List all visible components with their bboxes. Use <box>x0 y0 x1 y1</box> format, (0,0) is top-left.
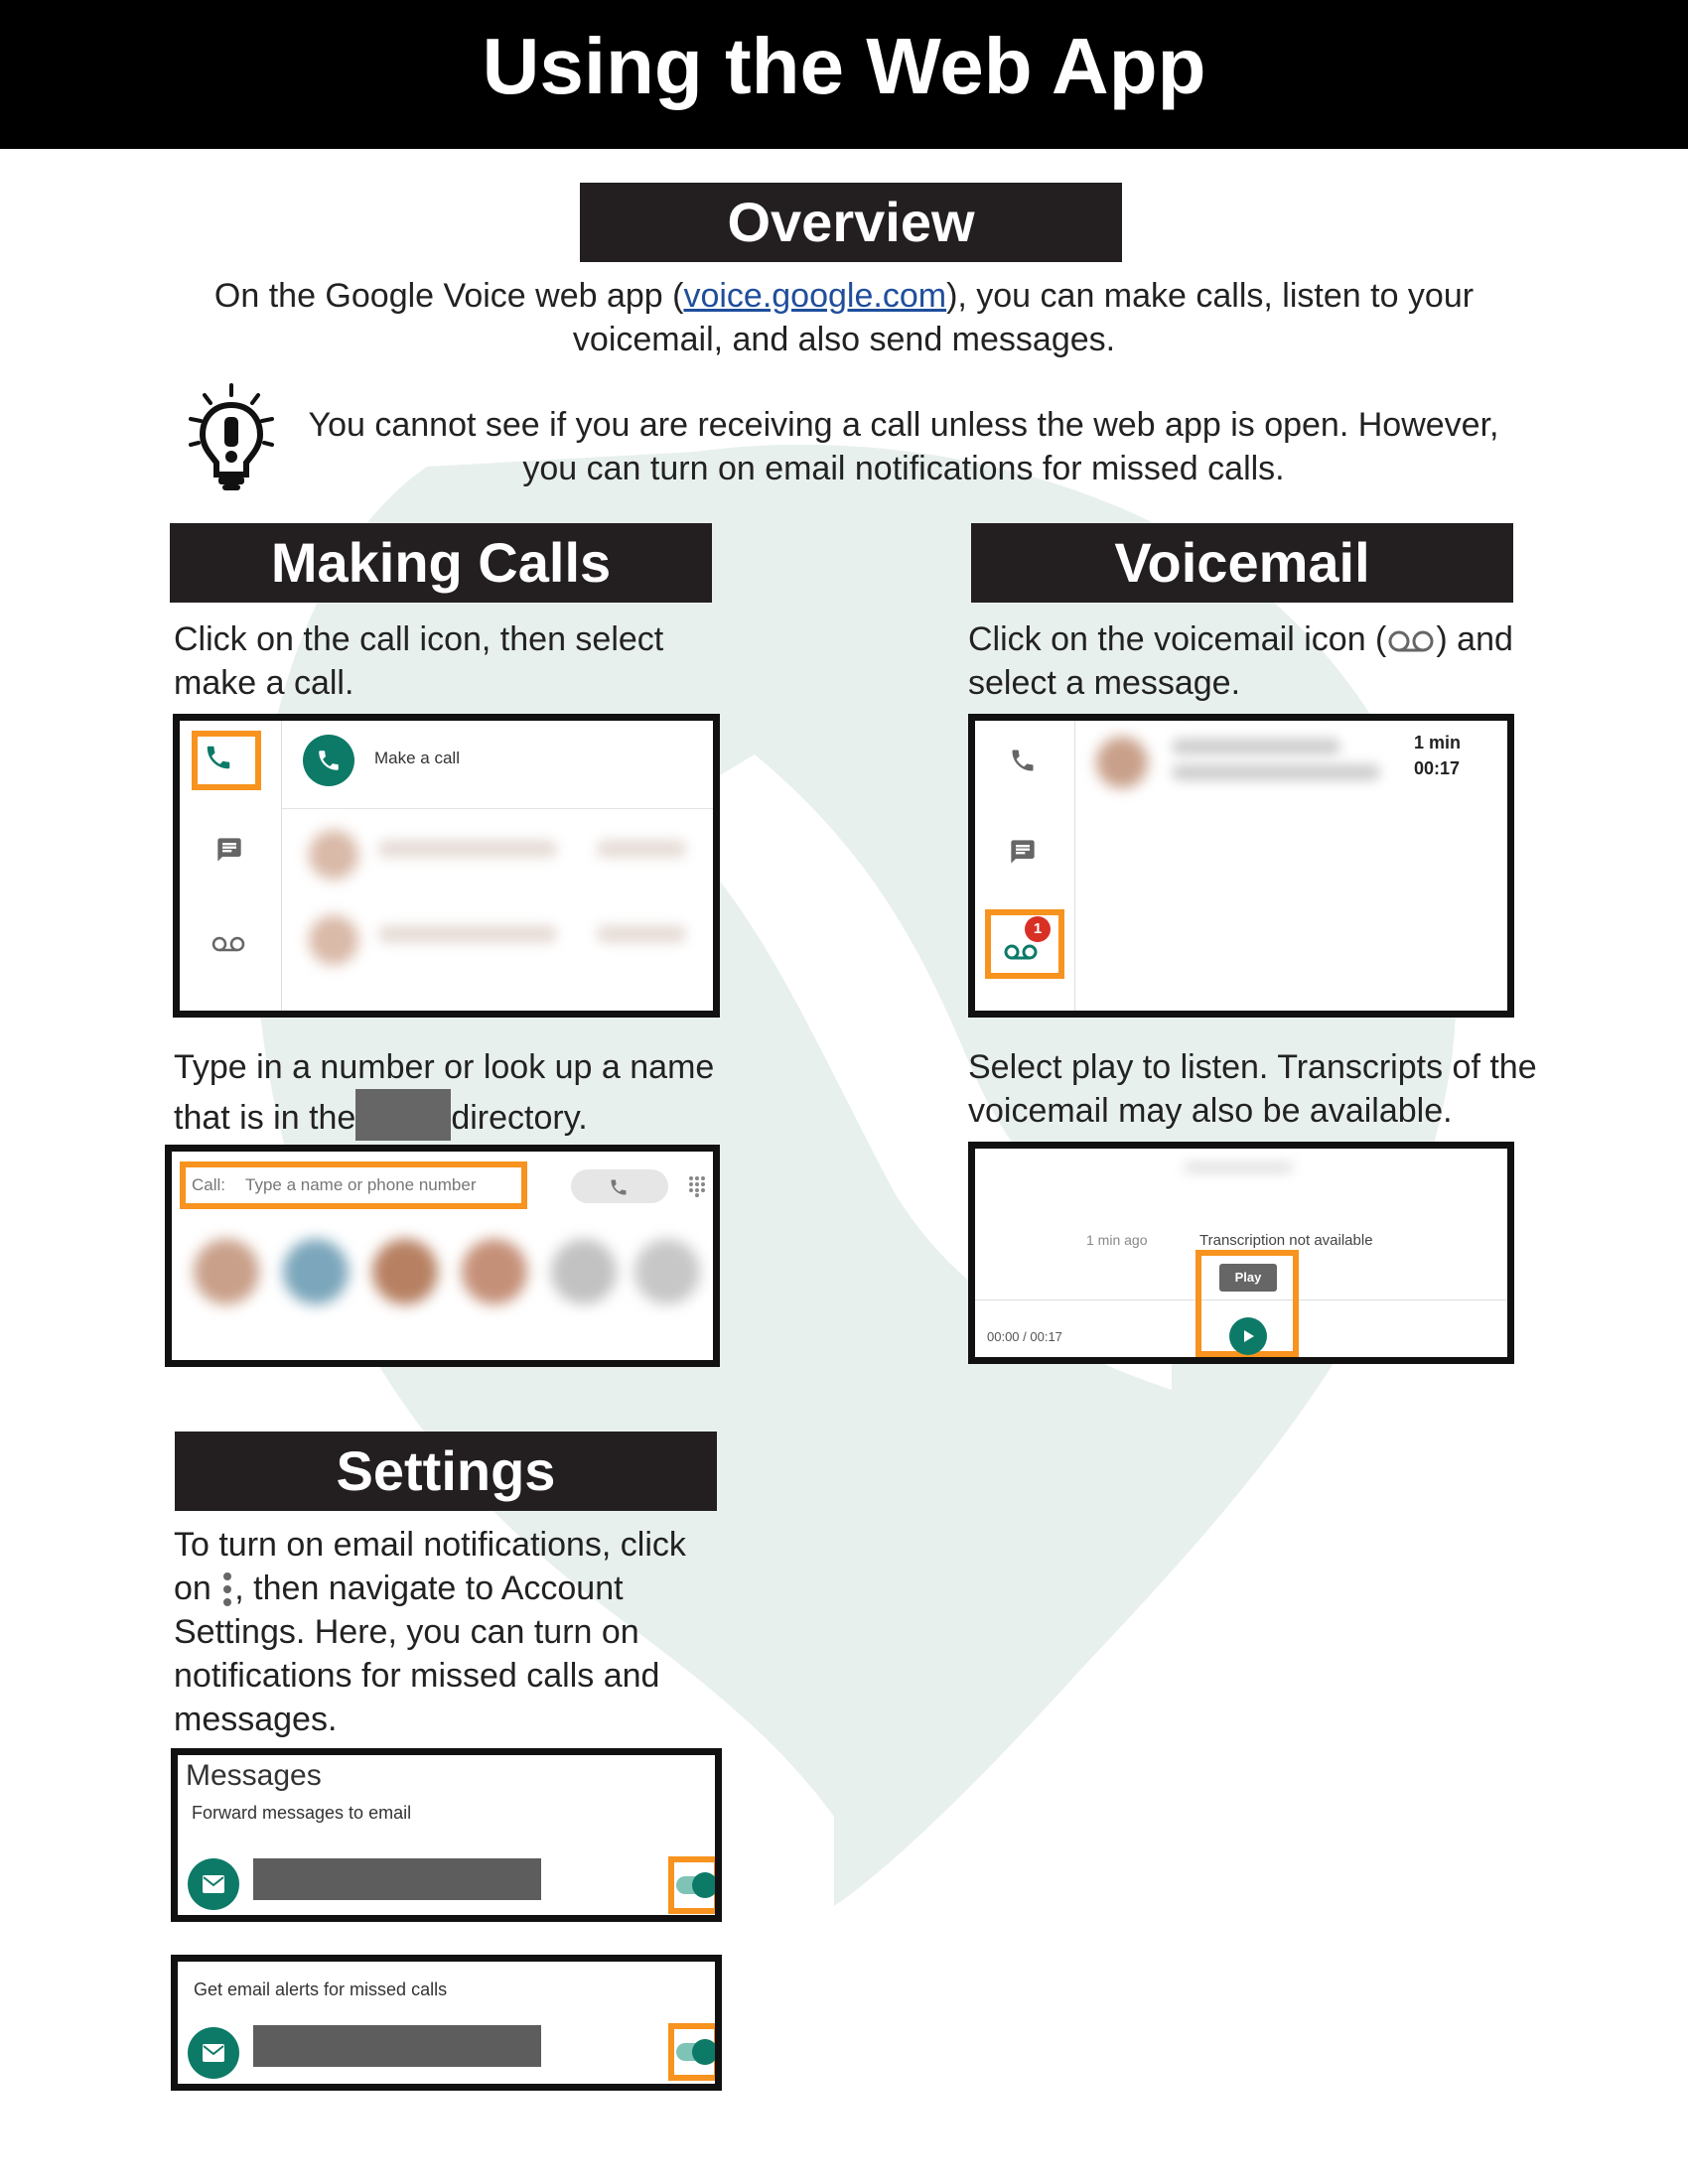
make-call-screenshot <box>173 714 720 1018</box>
blurred-contact-time <box>597 840 686 858</box>
redacted-email <box>253 1858 541 1900</box>
settings-text <box>174 1523 730 1741</box>
redacted-email <box>253 2025 541 2067</box>
overview-heading: Overview <box>580 183 1122 262</box>
call-search-input[interactable]: Type a name or phone number <box>245 1175 477 1194</box>
vm-step1-before: Click on the voicemail icon ( <box>968 620 1387 658</box>
email-icon <box>202 2043 225 2063</box>
vm-step1-after: ) and select a message. <box>968 620 1513 702</box>
voicemail-step2: Select play to listen. Transcripts of the voicemail may also be available. <box>968 1048 1537 1130</box>
settings-heading: Settings <box>175 1432 717 1511</box>
blurred-contact-avatar <box>309 830 358 880</box>
play-button[interactable] <box>1229 1317 1267 1355</box>
voicemail-length: 00:17 <box>1414 758 1461 778</box>
message-icon[interactable] <box>215 836 243 864</box>
dial-screenshot <box>165 1145 720 1367</box>
transcription-status: Transcription not available <box>1199 1232 1373 1249</box>
overview-text-after: ), you can make calls, listen to your voicemail, and also send messages. <box>572 277 1475 358</box>
nav-rail <box>975 721 1075 1011</box>
voicemail-badge: 1 <box>1025 916 1051 942</box>
blurred-transcript-preview <box>1172 764 1380 780</box>
playback-progress: 00:00 / 00:17 <box>987 1329 1062 1344</box>
dialpad-icon[interactable] <box>688 1175 706 1197</box>
voicemail-list-screenshot <box>968 714 1514 1018</box>
voicemail-icon <box>1386 628 1436 654</box>
call-prefix: Call: <box>192 1175 226 1194</box>
blurred-date <box>1184 1162 1293 1172</box>
voicemail-duration: 1 min <box>1414 733 1462 752</box>
email-circle <box>188 2027 239 2079</box>
toggle-knob <box>692 1872 718 1898</box>
tip-text: You cannot see if you are receiving a call unless the web app is open. However, you can turn on email notifications for missed calls. <box>308 406 1499 487</box>
voicemail-icon[interactable] <box>1003 941 1039 963</box>
nav-rail <box>180 721 282 1011</box>
blurred-caller-avatar <box>1096 737 1148 788</box>
blurred-contact-avatar <box>283 1239 349 1304</box>
email-circle <box>188 1858 239 1910</box>
forward-label: Forward messages to email <box>192 1803 412 1823</box>
time-ago: 1 min ago <box>1086 1232 1148 1248</box>
settings-text-after: , then navigate to Account Settings. Here, you can turn on notifications for missed calls and messages. <box>174 1570 660 1738</box>
redacted-organization <box>355 1089 451 1141</box>
lightbulb-icon <box>187 383 276 492</box>
make-call-green-circle <box>303 735 354 786</box>
more-vert-icon <box>220 1571 234 1607</box>
blurred-caller-name <box>1172 739 1340 754</box>
voice-link[interactable]: voice.google.com <box>683 277 947 315</box>
blurred-contact-avatar <box>194 1239 259 1304</box>
step2-before: Type in a number or look up a name that is in the <box>174 1048 715 1137</box>
toggle-knob <box>692 2039 718 2065</box>
messages-title: Messages <box>186 1759 322 1792</box>
voicemail-heading: Voicemail <box>971 523 1513 603</box>
missed-calls-settings-screenshot <box>171 1955 722 2091</box>
blurred-contact-avatar <box>372 1239 438 1304</box>
overview-text-before: On the Google Voice web app ( <box>213 277 684 315</box>
blurred-contact-avatar <box>634 1239 700 1304</box>
phone-icon <box>316 748 342 773</box>
settings-text-before: To turn on email notifications, click on <box>174 1526 686 1607</box>
missed-label: Get email alerts for missed calls <box>194 1979 448 1999</box>
phone-icon <box>609 1177 629 1197</box>
voicemail-icon[interactable] <box>211 933 245 955</box>
blurred-contact-avatar <box>462 1239 527 1304</box>
blurred-contact-avatar <box>551 1239 617 1304</box>
play-icon <box>1241 1328 1257 1344</box>
make-call-row[interactable] <box>281 721 713 809</box>
phone-icon[interactable] <box>1009 747 1037 774</box>
making-calls-heading: Making Calls <box>170 523 712 603</box>
call-icon-highlight <box>192 731 261 790</box>
play-tooltip: Play <box>1219 1264 1277 1292</box>
messages-settings-screenshot <box>171 1748 722 1922</box>
email-icon <box>202 1874 225 1894</box>
step2-after: directory. <box>451 1099 588 1137</box>
blurred-contact-name <box>378 840 557 858</box>
message-icon[interactable] <box>1009 838 1037 866</box>
page-title: Using the Web App <box>0 0 1688 149</box>
overview-text <box>179 274 1509 361</box>
call-button[interactable] <box>571 1169 668 1203</box>
voicemail-player-screenshot <box>968 1142 1514 1364</box>
blurred-contact-name <box>378 925 557 943</box>
voicemail-step1 <box>968 617 1524 705</box>
make-call-label: Make a call <box>374 749 460 767</box>
making-calls-step1: Click on the call icon, then select make a call. <box>174 620 664 702</box>
blurred-contact-time <box>597 925 686 943</box>
blurred-contact-avatar <box>309 915 358 965</box>
making-calls-step2 <box>174 1045 750 1141</box>
